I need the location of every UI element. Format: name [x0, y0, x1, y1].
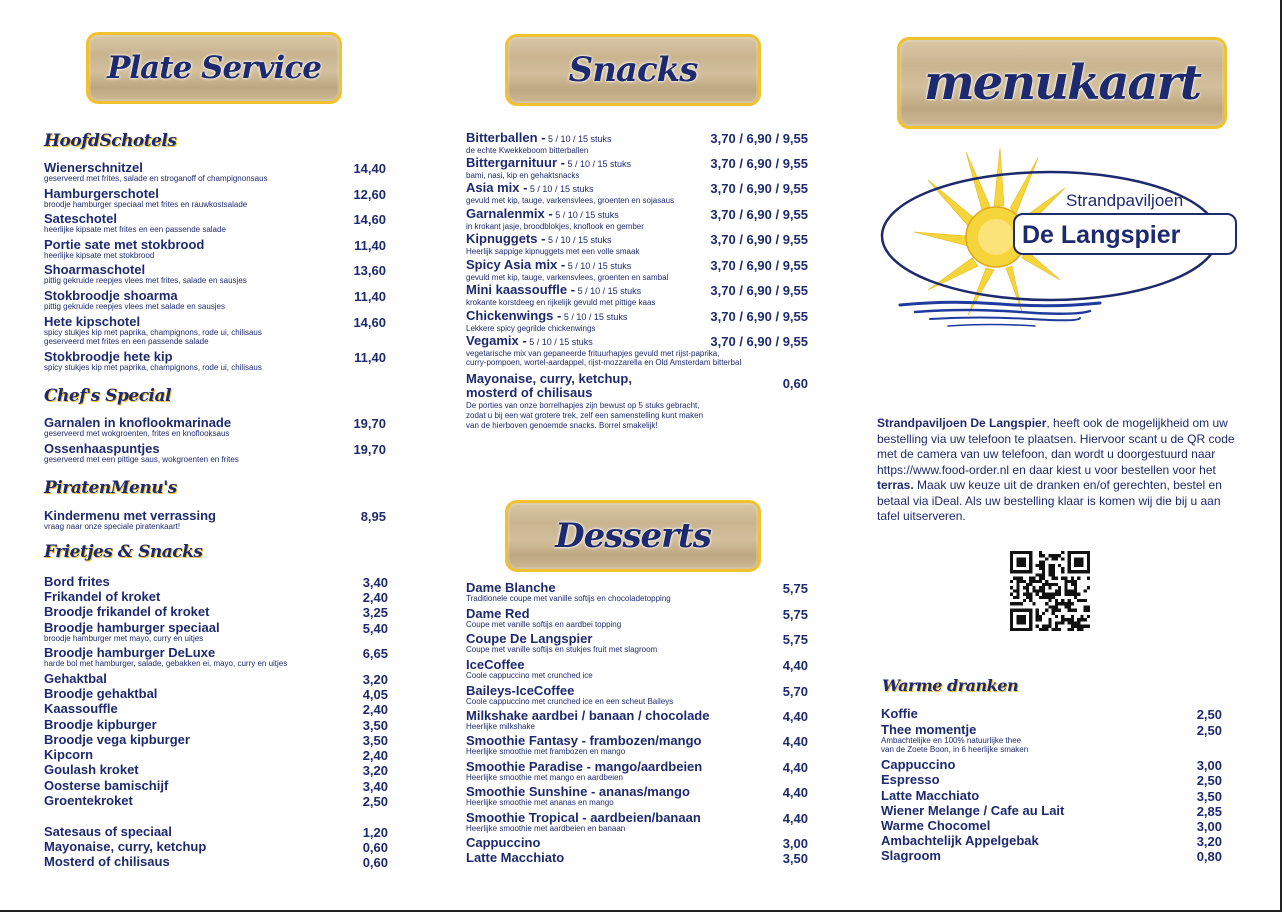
snack-item	[466, 131, 612, 155]
dessert-item	[466, 658, 593, 680]
item-description: Coupe met vanille softijs en stukjes fruit met slagroom	[466, 645, 658, 654]
item-name: Frikandel of kroket	[44, 589, 161, 604]
item-price: 1,20	[362, 825, 388, 840]
item-portion: 5 / 10 / 15 stuks	[575, 286, 642, 296]
item-portion: 5 / 10 / 15 stuks	[526, 337, 593, 347]
friet-snack-item	[44, 621, 220, 643]
item-price: 0,60	[362, 840, 388, 855]
item-price: 5,75	[782, 607, 808, 622]
item-portion: 5 / 10 / 15 stuks	[565, 261, 632, 271]
item-portion: 5 / 10 / 15 stuks	[527, 184, 594, 194]
snacks-sauce-line1: Mayonaise, curry, ketchup,	[466, 371, 632, 386]
item-name: Cappuccino	[466, 835, 541, 850]
item-price: 3,70 / 6,90 / 9,55	[710, 156, 808, 171]
de-langspier-logo	[870, 140, 1250, 340]
item-price: 3,70 / 6,90 / 9,55	[710, 334, 808, 349]
item-description: curry-pompoen, wortel-aardappel, rijst-mozzarella en Old Amsterdam bitterbal	[466, 358, 742, 367]
item-name: Latte Macchiato	[466, 850, 565, 865]
item-price: 11,40	[354, 238, 386, 253]
item-description: krokante korstdeeg en rijkelijk gevuld met pittige kaas	[466, 298, 656, 307]
item-description: Heerlijk sappige kipnuggets met een volle smaak	[466, 247, 640, 256]
dessert-item	[466, 709, 709, 731]
item-price: 14,60	[353, 212, 386, 227]
snacks-sauce-item	[466, 372, 703, 430]
item-price: 13,60	[353, 263, 386, 278]
item-price: 3,70 / 6,90 / 9,55	[710, 232, 808, 247]
hoofdschotels-heading: HoofdSchotels	[44, 131, 177, 151]
item-price: 3,70 / 6,90 / 9,55	[710, 181, 808, 196]
snacks-sauce-line2: mosterd of chilisaus	[466, 385, 593, 400]
item-name: Kipcorn	[44, 747, 94, 762]
item-description: Ambachtelijke en 100% natuurlijke thee	[881, 736, 1022, 745]
item-name: Satesaus of speciaal	[44, 824, 172, 839]
item-description: bami, nasi, kip en gehaktsnacks	[466, 171, 580, 180]
item-name: Smoothie Sunshine - ananas/mango	[466, 784, 690, 799]
item-price: 6,65	[362, 646, 388, 661]
snacks-title: Snacks	[568, 50, 698, 90]
friet-snack-item	[44, 794, 133, 807]
chefs-special-heading: Chef's Special	[44, 386, 171, 406]
item-name: Mosterd of chilisaus	[44, 854, 170, 869]
item-description: vraag naar onze speciale piratenkaart!	[44, 522, 181, 531]
item-price: 5,40	[362, 621, 388, 636]
item-price: 4,05	[362, 687, 388, 702]
piratenmenu-item	[44, 509, 216, 531]
item-name: Broodje vega kipburger	[44, 732, 190, 747]
item-description: geserveerd met een pittige saus, wokgroenten en frites	[44, 455, 239, 464]
dessert-item	[466, 607, 621, 629]
item-portion: 5 / 10 / 15 stuks	[545, 134, 612, 144]
item-price: 12,60	[353, 187, 386, 202]
friet-snack-item	[44, 646, 287, 668]
item-name: Bord frites	[44, 574, 110, 589]
snacks-note-line2: zodat u bij een wat grotere trek, zelf een samenstelling kunt maken	[466, 411, 704, 420]
piratenmenus-heading: PiratenMenu's	[44, 478, 177, 498]
snack-item	[466, 309, 627, 333]
item-price: 2,40	[362, 748, 388, 763]
item-name: Kipnuggets - 5 / 10 / 15 stuks	[466, 231, 612, 246]
dessert-item	[466, 836, 540, 849]
item-name: Stokbroodje shoarma	[44, 288, 178, 303]
item-price: 3,70 / 6,90 / 9,55	[710, 258, 808, 273]
friet-snack-item	[44, 575, 110, 588]
warme-drank-item	[881, 834, 1039, 847]
item-name: Portie sate met stokbrood	[44, 237, 205, 252]
item-price: 3,50	[362, 733, 388, 748]
snack-item	[466, 207, 644, 231]
item-price: 14,60	[353, 315, 386, 330]
item-price: 3,70 / 6,90 / 9,55	[710, 207, 808, 222]
desserts-title: Desserts	[555, 516, 711, 556]
snacks-note-line3: van de hierboven genoemde snacks. Borrel smakelijk!	[466, 421, 658, 430]
intro-text-1: , heeft ook de mogelijkheid om uw bestelling via uw telefoon te plaatsen. Hiervoor scant u de QR code met de camera van uw telefoon, dan wordt u doorgestuurd naar https://www.food-order.nl en daar kiest u voor bestellen voor het	[877, 416, 1235, 477]
warme-dranken-heading: Warme dranken	[882, 676, 1019, 695]
item-description: geserveerd met wokgroenten, frites en knoflooksaus	[44, 429, 230, 438]
friet-snack-item	[44, 733, 190, 746]
chefs-special-item	[44, 442, 239, 464]
item-description: geserveerd met frites, salade en stroganoff of champignonsaus	[44, 174, 268, 183]
item-price: 5,75	[782, 632, 808, 647]
saus-item	[44, 840, 206, 853]
plate-service-title: Plate Service	[107, 50, 321, 86]
item-portion: 5 / 10 / 15 stuks	[552, 210, 619, 220]
item-name: Ambachtelijk Appelgebak	[881, 833, 1039, 848]
item-description: geserveerd met frites en een passende salade	[44, 337, 209, 346]
item-name: Smoothie Paradise - mango/aardbeien	[466, 759, 703, 774]
item-description: Heerlijke smoothie met mango en aardbeien	[466, 773, 623, 782]
item-description: vegetarische mix van gepaneerde frituurhapjes gevuld met rijst-paprika,	[466, 349, 720, 358]
snack-item	[466, 283, 655, 307]
item-price: 3,70 / 6,90 / 9,55	[710, 309, 808, 324]
item-name: Kaassouffle	[44, 701, 118, 716]
item-description: harde bol met hamburger, salade, gebakken ei, mayo, curry en uitjes	[44, 659, 288, 668]
item-description: heerlijke kipsate met stokbrood	[44, 251, 155, 260]
dessert-item	[466, 632, 657, 654]
snack-item	[466, 156, 631, 180]
item-name: Garnalen in knoflookmarinade	[44, 415, 232, 430]
friet-snack-item	[44, 718, 157, 731]
item-price: 3,70 / 6,90 / 9,55	[710, 283, 808, 298]
item-price: 2,50	[1196, 707, 1222, 722]
snacks-banner	[505, 34, 761, 106]
warme-drank-item	[881, 758, 955, 771]
item-description: Heerlijke smoothie met ananas en mango	[466, 798, 614, 807]
item-name: Koffie	[881, 706, 918, 721]
intro-text-2: Maak uw keuze uit de dranken en/of gerechten, bestel en betaal via iDeal. Als uw bestelling klaar is komen wij die bij u aan tafel uitserveren.	[877, 478, 1222, 523]
item-description: in krokant jasje, broodblokjes, knoflook en gember	[466, 222, 644, 231]
item-name: Broodje kipburger	[44, 717, 157, 732]
snacks-sauce-price: 0,60	[782, 376, 808, 391]
friet-snack-item	[44, 702, 118, 715]
item-description: Coole cappuccino met crunched ice en een scheut Baileys	[466, 697, 674, 706]
item-price: 4,40	[782, 709, 808, 724]
item-description: Heerlijke milkshake	[466, 722, 535, 731]
item-description: gevuld met kip, tauge, varkensvlees, groenten en sambal	[466, 273, 669, 282]
dessert-item	[466, 734, 701, 756]
item-price: 3,50	[1196, 789, 1222, 804]
intro-bold: Strandpaviljoen De Langspier	[877, 416, 1047, 430]
item-portion: 5 / 10 / 15 stuks	[561, 312, 628, 322]
dessert-item	[466, 760, 702, 782]
item-name: Groentekroket	[44, 793, 133, 808]
item-description: gevuld met kip, tauge, varkensvlees, groenten en sojasaus	[466, 196, 675, 205]
item-description: Coole cappuccino met crunched ice	[466, 671, 593, 680]
hoofdschotel-item	[44, 187, 247, 209]
item-name: Cappuccino	[881, 757, 956, 772]
hoofdschotel-item	[44, 263, 247, 285]
item-price: 3,50	[782, 851, 808, 866]
item-description: spicy stukjes kip met paprika, champignons, rode ui, chilisaus	[44, 328, 262, 337]
item-name: Gehaktbal	[44, 671, 107, 686]
warme-drank-item	[881, 789, 979, 802]
item-price: 5,75	[782, 581, 808, 596]
friet-snack-item	[44, 748, 93, 761]
item-price: 3,70 / 6,90 / 9,55	[710, 131, 808, 146]
friet-snack-item	[44, 763, 139, 776]
item-price: 14,40	[353, 161, 386, 176]
item-price: 2,40	[362, 590, 388, 605]
dessert-item	[466, 684, 673, 706]
warme-drank-item	[881, 819, 990, 832]
item-name: Goulash kroket	[44, 762, 139, 777]
item-price: 3,25	[362, 605, 388, 620]
item-price: 3,40	[362, 575, 388, 590]
menukaart-banner	[897, 37, 1227, 129]
item-price: 2,50	[1196, 773, 1222, 788]
item-description: Heerlijke smoothie met frambozen en mango	[466, 747, 626, 756]
item-description: spicy stukjes kip met paprika, champignons, rode ui, chilisaus	[44, 363, 262, 372]
item-name: Wiener Melange / Cafe au Lait	[881, 803, 1065, 818]
order-instructions	[877, 416, 1237, 525]
item-price: 19,70	[353, 442, 386, 457]
friet-snack-item	[44, 672, 107, 685]
item-name: Broodje hamburger DeLuxe	[44, 645, 216, 660]
friet-snack-item	[44, 779, 168, 792]
item-name: Sateschotel	[44, 211, 117, 226]
item-name: Dame Red	[466, 606, 530, 621]
snack-item	[466, 181, 674, 205]
item-price: 4,40	[782, 658, 808, 673]
dessert-item	[466, 581, 671, 603]
warme-drank-item	[881, 804, 1064, 817]
hoofdschotel-item	[44, 350, 262, 372]
item-name: Slagroom	[881, 848, 941, 863]
item-name: Spicy Asia mix - 5 / 10 / 15 stuks	[466, 257, 632, 272]
item-name: Latte Macchiato	[881, 788, 980, 803]
item-price: 3,20	[362, 763, 388, 778]
item-price: 3,20	[1196, 834, 1222, 849]
hoofdschotel-item	[44, 161, 268, 183]
item-name: Bitterballen - 5 / 10 / 15 stuks	[466, 130, 612, 145]
item-price: 4,40	[782, 734, 808, 749]
dessert-item	[466, 851, 564, 864]
item-name: Vegamix - 5 / 10 / 15 stuks	[466, 333, 593, 348]
item-name: Smoothie Fantasy - frambozen/mango	[466, 733, 702, 748]
item-price: 0,80	[1196, 849, 1222, 864]
item-price: 3,50	[362, 718, 388, 733]
item-description: pittig gekruide reepjes vlees met frites, salade en sausjes	[44, 276, 247, 285]
item-description: heerlijke kipsate met frites en een passende salade	[44, 225, 226, 234]
intro-terras: terras.	[877, 478, 914, 492]
item-name: Chickenwings - 5 / 10 / 15 stuks	[466, 308, 628, 323]
item-name: Asia mix - 5 / 10 / 15 stuks	[466, 180, 594, 195]
item-description: de echte Kwekkeboom bitterballen	[466, 146, 589, 155]
item-name: Smoothie Tropical - aardbeien/banaan	[466, 810, 701, 825]
friet-snack-item	[44, 687, 157, 700]
hoofdschotel-item	[44, 315, 262, 346]
item-name: Mayonaise, curry, ketchup	[44, 839, 207, 854]
item-price: 19,70	[353, 416, 386, 431]
warme-drank-item	[881, 849, 941, 862]
item-name: Thee momentje	[881, 722, 977, 737]
item-name: Ossenhaaspuntjes	[44, 441, 160, 456]
item-name: Dame Blanche	[466, 580, 556, 595]
item-name: Broodje hamburger speciaal	[44, 620, 220, 635]
qr-code[interactable]	[1010, 551, 1090, 631]
logo-top-text: Strandpaviljoen	[1066, 191, 1184, 210]
dessert-item	[466, 811, 701, 833]
item-price: 11,40	[354, 350, 386, 365]
item-price: 3,00	[782, 836, 808, 851]
item-price: 5,70	[782, 684, 808, 699]
item-description: broodje hamburger met mayo, curry en uitjes	[44, 634, 204, 643]
item-name: Kindermenu met verrassing	[44, 508, 216, 523]
dessert-item	[466, 785, 690, 807]
warme-drank-item	[881, 707, 918, 720]
snack-item	[466, 232, 639, 256]
item-name: Baileys-IceCoffee	[466, 683, 575, 698]
menukaart-title: menukaart	[923, 55, 1201, 111]
item-name: Mini kaassouffle - 5 / 10 / 15 stuks	[466, 282, 642, 297]
hoofdschotel-item	[44, 212, 226, 234]
item-name: Wienerschnitzel	[44, 160, 143, 175]
item-price: 2,50	[1196, 723, 1222, 738]
frietjes-snacks-heading: Frietjes & Snacks	[44, 542, 203, 562]
item-name: Bittergarnituur - 5 / 10 / 15 stuks	[466, 155, 631, 170]
item-portion: 5 / 10 / 15 stuks	[564, 159, 631, 169]
hoofdschotel-item	[44, 238, 204, 260]
item-price: 2,50	[362, 794, 388, 809]
item-name: IceCoffee	[466, 657, 525, 672]
item-description: Coupe met vanille softijs en aardbei topping	[466, 620, 622, 629]
item-name: Broodje frikandel of kroket	[44, 604, 210, 619]
item-description: Heerlijke smoothie met aardbeien en banaan	[466, 824, 626, 833]
plate-service-banner	[86, 32, 342, 104]
item-price: 4,40	[782, 785, 808, 800]
item-portion: 5 / 10 / 15 stuks	[545, 235, 612, 245]
item-name: Stokbroodje hete kip	[44, 349, 173, 364]
item-description: broodje hamburger speciaal met frites en rauwkostsalade	[44, 200, 248, 209]
item-price: 8,95	[360, 509, 386, 524]
friet-snack-item	[44, 590, 160, 603]
item-price: 4,40	[782, 760, 808, 775]
item-name: Espresso	[881, 772, 940, 787]
snack-item	[466, 258, 668, 282]
item-price: 3,00	[1196, 819, 1222, 834]
hoofdschotel-item	[44, 289, 225, 311]
item-name: Shoarmaschotel	[44, 262, 146, 277]
item-name: Warme Chocomel	[881, 818, 991, 833]
item-name: Coupe De Langspier	[466, 631, 593, 646]
friet-snack-item	[44, 605, 209, 618]
item-name: Hamburgerschotel	[44, 186, 159, 201]
waves-icon	[900, 302, 1100, 326]
desserts-banner	[505, 500, 761, 572]
item-name: Milkshake aardbei / banaan / chocolade	[466, 708, 710, 723]
warme-drank-item	[881, 773, 940, 786]
item-price: 3,40	[362, 779, 388, 794]
item-name: Garnalenmix - 5 / 10 / 15 stuks	[466, 206, 619, 221]
item-price: 11,40	[354, 289, 386, 304]
item-description: van de Zoete Boon, in 6 heerlijke smaken	[881, 745, 1029, 754]
warme-drank-item	[881, 723, 1028, 754]
saus-item	[44, 825, 172, 838]
item-price: 3,00	[1196, 758, 1222, 773]
snacks-note-line1: De porties van onze borrelhapjes zijn bewust op 5 stuks gebracht,	[466, 401, 700, 410]
chefs-special-item	[44, 416, 231, 438]
item-description: Lekkere spicy gegrilde chickenwings	[466, 324, 596, 333]
item-description: Traditionele coupe met vanille softijs en chocoladetopping	[466, 594, 671, 603]
item-name: Broodje gehaktbal	[44, 686, 158, 701]
saus-item	[44, 855, 170, 868]
logo-main-text: De Langspier	[1022, 221, 1181, 249]
item-price: 3,20	[362, 672, 388, 687]
item-price: 0,60	[362, 855, 388, 870]
item-price: 2,40	[362, 702, 388, 717]
item-price: 4,40	[782, 811, 808, 826]
item-price: 2,85	[1196, 804, 1222, 819]
item-name: Hete kipschotel	[44, 314, 141, 329]
item-name: Oosterse bamischijf	[44, 778, 169, 793]
item-description: pittig gekruide reepjes vlees met salade en sausjes	[44, 302, 225, 311]
